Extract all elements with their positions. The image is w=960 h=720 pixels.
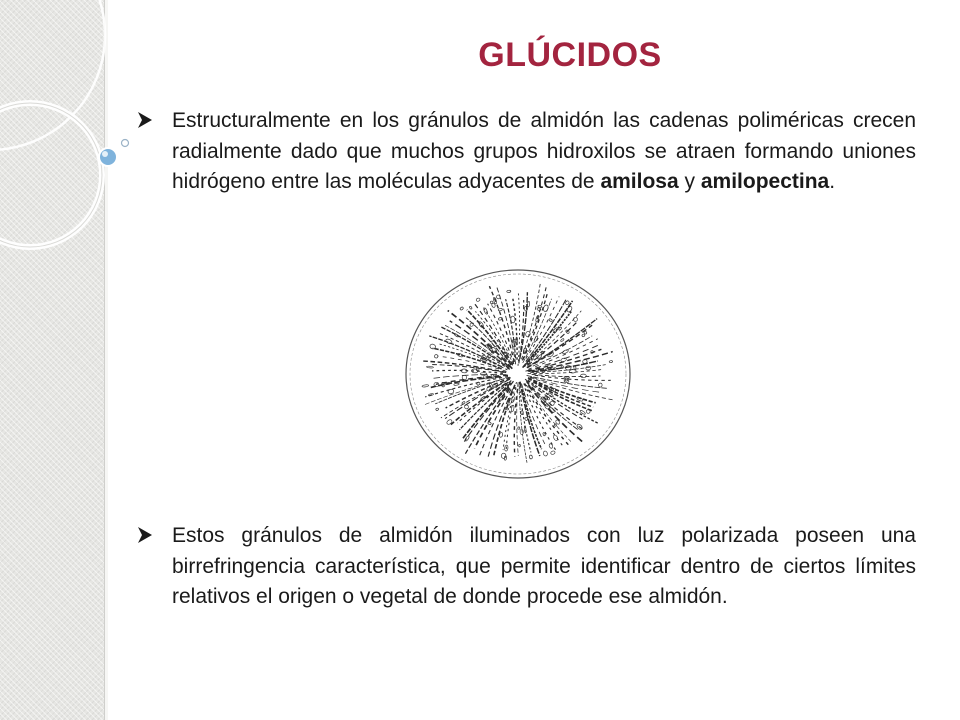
bullet-item-1	[136, 106, 916, 198]
arrowhead-bullet-icon	[136, 521, 172, 550]
term-amilosa: amilosa	[600, 170, 679, 193]
decorative-circles	[0, 0, 140, 260]
accent-ball	[99, 148, 117, 166]
small-ring	[122, 140, 129, 147]
term-amilopectina: amilopectina	[700, 170, 830, 193]
bullet-1-text-start: Estructuralmente en los gránulos de almidón las cadenas poliméricas crecen radialmente dado que muchos grupos hidroxilos se atraen formando uniones hidrógeno entre las moléculas adyacentes de	[172, 109, 916, 193]
bullet-1-connector: y	[678, 170, 701, 193]
bullet-item-2	[136, 521, 916, 613]
bullet-2-text: Estos gránulos de almidón iluminados con luz polarizada poseen una birrefringencia característica, que permite identificar dentro de ciertos límites relativos el origen o vegetal de donde procede ese almidón.	[172, 524, 916, 608]
starch-granule-illustration	[400, 264, 636, 484]
bullet-1-text	[172, 106, 916, 198]
slide-title: GLÚCIDOS	[478, 36, 662, 74]
arrowhead-bullet-icon	[136, 106, 172, 135]
bullet-1-text-end: .	[829, 170, 836, 193]
